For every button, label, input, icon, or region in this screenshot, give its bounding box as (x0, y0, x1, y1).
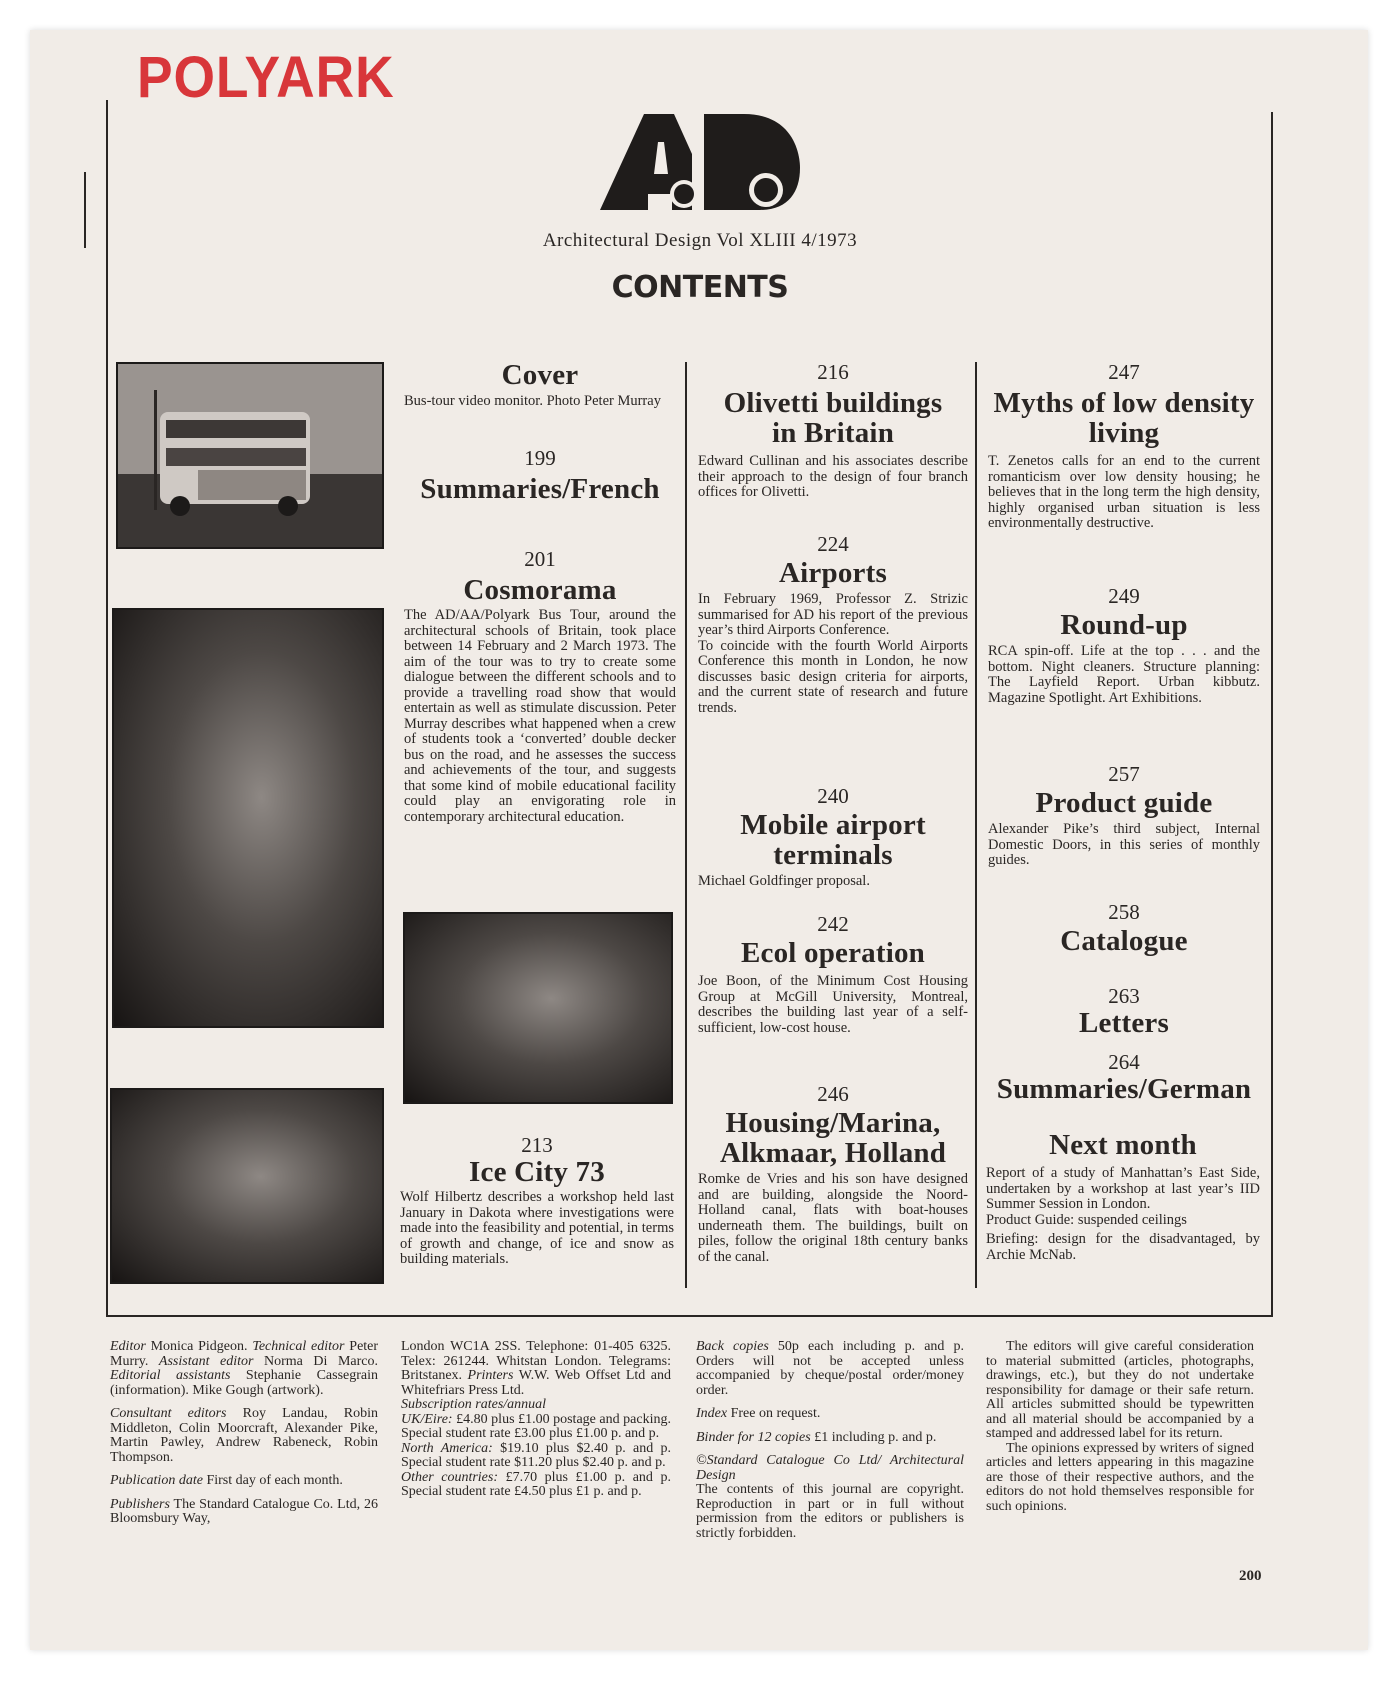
video-monitor-photo (403, 912, 673, 1104)
page-number: 199 (524, 446, 556, 470)
cosmorama-heading: Cosmorama (463, 574, 617, 606)
footer-editorial-notice (986, 1340, 1254, 1514)
value: £1 including p. and p. (814, 1429, 937, 1445)
bus-exterior-photo (116, 362, 384, 549)
value: £7.70 plus £1.00 p. and p. Special student rate £4.50 plus £1 p. and p. (401, 1469, 671, 1499)
summaries-french-heading: Summaries/French (420, 473, 660, 505)
value: The Standard Catalogue Co. Ltd, 26 Bloomsbury Way, (110, 1496, 379, 1526)
entry-cover (404, 360, 676, 410)
airports-text-2: To coincide with the fourth World Airports Conference this month in London, he now discusses basic design criteria for airports, and the current state of research and future trends. (698, 637, 968, 716)
olivetti-heading-line-1: Olivetti buildings (723, 387, 943, 419)
label: Technical editor (252, 1339, 345, 1354)
mobile-terminals-heading-line-2: terminals (773, 839, 893, 871)
product-guide-heading: Product guide (1035, 787, 1213, 819)
page-number: 249 (1108, 584, 1140, 608)
next-month-text-3: Briefing: design for the disadvantaged, by Archie McNab. (986, 1231, 1260, 1263)
cover-heading: Cover (501, 359, 579, 391)
roundup-heading: Round-up (1060, 609, 1188, 641)
airports-text-1: In February 1969, Professor Z. Strizic summarised for AD his report of the previous year’s third Airports Conference. (698, 591, 968, 638)
next-month-heading: Next month (1049, 1129, 1197, 1161)
value: Norma Di Marco. (264, 1353, 379, 1369)
page-number: 247 (1108, 360, 1140, 384)
value: Peter Murry. (110, 1339, 379, 1369)
olivetti-heading-line-2: in Britain (771, 417, 895, 449)
page-number: 264 (1108, 1050, 1140, 1074)
roundup-text: RCA spin-off. Life at the top . . . and the bottom. Night cleaners. Structure planning: The Layfield Report. Urban kibbutz. Magazine Spotlight. Art Exhibitions. (988, 643, 1260, 706)
page-number: 213 (521, 1133, 553, 1157)
masthead-line: Architectural Design Vol XLIII 4/1973 (542, 230, 858, 251)
entry-myths (988, 360, 1260, 532)
housing-heading-line-2: Alkmaar, Holland (719, 1137, 947, 1169)
mobile-terminals-text: Michael Goldfinger proposal. (698, 873, 870, 889)
entry-airports (698, 532, 968, 716)
value: Stephanie Cassegrain (information). Mike Gough (artwork). (110, 1368, 378, 1398)
label: Editorial assistants (110, 1368, 231, 1383)
myths-text: T. Zenetos calls for an end to the current romanticism over low density housing; he believes that in the long term the high density, highly organised urban situation is less environmentally destructive. (988, 453, 1260, 531)
page-number: 263 (1108, 984, 1140, 1008)
label: Index (696, 1406, 728, 1421)
page-folio: 200 (1239, 1568, 1262, 1584)
entry-product-guide (988, 762, 1260, 869)
entry-summaries-french (404, 446, 676, 504)
label: Other countries: (401, 1469, 498, 1485)
value: The opinions expressed by writers of signed articles and letters appearing in this magazine are those of their respective authors, and the editors do not hold themselves responsible for such opinions. (986, 1440, 1254, 1514)
value: The editors will give careful consideration to material submitted (articles, photographs, drawings, etc.), but they do not undertake responsibility for damage or their safe return. All articles submitted should be typewritten and all material should be accompanied by a stamped and addressed label for its return. (986, 1339, 1254, 1441)
value: 50p each including p. and p. Orders will not be accepted unless accompanied by cheque/postal order/money order. (696, 1339, 965, 1398)
label: ©Standard Catalogue Co Ltd/ Architectural Design (696, 1453, 964, 1483)
olivetti-text: Edward Cullinan and his associates describe their approach to the design of four branch offices for Olivetti. (698, 453, 968, 500)
column-rule-2 (975, 362, 977, 1288)
footer-editors (110, 1340, 378, 1536)
label: Editor (110, 1339, 146, 1354)
label: Back copies (696, 1339, 769, 1354)
label: UK/Eire: (401, 1411, 453, 1427)
entry-ice-city (400, 1133, 674, 1268)
summaries-german-heading: Summaries/German (996, 1073, 1252, 1105)
ice-city-text: Wolf Hilbertz describes a workshop held last January in Dakota where investigations were made into the feasibility and potential, in terms of growth and change, of ice and snow as building materials. (400, 1189, 674, 1267)
entry-ecol (698, 912, 968, 1036)
label: Publication date (110, 1473, 203, 1488)
label: North America: (401, 1440, 493, 1456)
bus-interior-photo (112, 608, 384, 1028)
entry-olivetti (698, 360, 968, 501)
bus-illustration (118, 364, 382, 547)
footer-rule (106, 1315, 1273, 1317)
housing-heading-line-1: Housing/Marina, (725, 1107, 941, 1139)
entry-housing (698, 1082, 968, 1265)
page-number: 246 (817, 1082, 849, 1106)
ad-logo (592, 112, 802, 212)
mobile-terminals-heading-line-1: Mobile airport (740, 809, 926, 841)
footer-orders (696, 1340, 964, 1550)
label: Printers (467, 1368, 514, 1383)
next-month-text-2: Product Guide: suspended ceilings (986, 1211, 1187, 1228)
value: The contents of this journal are copyright. Reproduction in part or in full without permission from the editors or publishers is strictly forbidden. (696, 1482, 964, 1541)
right-frame-rule (1271, 112, 1273, 1317)
value: Free on request. (730, 1406, 821, 1421)
polyark-stamp: POLYARK (137, 45, 395, 110)
contents-heading: CONTENTS (611, 270, 789, 305)
cosmorama-text: The AD/AA/Polyark Bus Tour, around the architectural schools of Britain, took place between 14 February and 2 March 1973. The aim of the tour was to try to create some dialogue between the different schools and to provide a travelling road show that would entertain as well as stimulate discussion. Peter Murray describes what happened when a crew of students took a ‘converted’ double decker bus on the road, and he assesses the success and achievements of the tour, and suggests that some kind of mobile educational facility could play an envigorating role in contemporary architectural education. (404, 607, 676, 825)
catalogue-heading: Catalogue (1060, 925, 1188, 957)
value: Monica Pidgeon. (150, 1339, 248, 1354)
presentation-room-photo (110, 1088, 384, 1284)
left-frame-rule (106, 100, 108, 1317)
value: London WC1A 2SS. Telephone: 01-405 6325. Telex: 261244. Whitstan London. Telegrams: Britstanex. (401, 1339, 671, 1383)
airports-heading: Airports (779, 557, 887, 589)
value: W.W. Web Offset Ltd and Whitefriars Press Ltd. (401, 1368, 671, 1398)
page-number: 257 (1108, 762, 1140, 786)
value: Roy Landau, Robin Middleton, Colin Moorcraft, Alexander Pike, Martin Pawley, Andrew Rabeneck, Robin Thompson. (110, 1406, 378, 1465)
myths-heading-line-2: living (1088, 417, 1160, 449)
housing-text: Romke de Vries and his son have designed and are building, alongside the Noord-Holland canal, flats with boat-houses underneath them. The buildings, built on piles, follow the original 18th century banks of the canal. (698, 1171, 968, 1265)
letters-heading: Letters (1079, 1007, 1169, 1039)
entry-next-month (986, 1130, 1260, 1263)
entry-catalogue (988, 900, 1260, 956)
page-number: 201 (524, 547, 556, 571)
value: £4.80 plus £1.00 postage and packing. Special student rate £3.00 plus £1.00 p. and p. (401, 1411, 671, 1441)
page-number: 224 (817, 532, 849, 556)
entry-roundup (988, 584, 1260, 706)
column-rule-1 (685, 362, 687, 1288)
label: Assistant editor (158, 1353, 254, 1369)
page-number: 216 (817, 360, 849, 384)
page-number: 258 (1108, 900, 1140, 924)
myths-heading-line-1: Myths of low density (993, 387, 1255, 419)
entry-letters (988, 984, 1260, 1038)
page-number: 242 (817, 912, 849, 936)
value: First day of each month. (206, 1473, 343, 1488)
cover-text: Bus-tour video monitor. Photo Peter Murray (404, 393, 661, 409)
entry-cosmorama (404, 547, 676, 825)
label: Binder for 12 copies (696, 1429, 811, 1445)
value: $19.10 plus $2.40 p. and p. Special student rate $11.20 plus $2.40 p. and p. (401, 1440, 672, 1470)
page-number: 240 (817, 784, 849, 808)
next-month-text-1: Report of a study of Manhattan’s East Side, undertaken by a workshop at last year’s IID Summer Session in London. (986, 1165, 1260, 1212)
ecol-text: Joe Boon, of the Minimum Cost Housing Group at McGill University, Montreal, describes the building last year of a self-sufficient, low-cost house. (698, 973, 968, 1036)
entry-mobile-terminals (698, 784, 968, 890)
label: Subscription rates/annual (401, 1397, 547, 1412)
footer-printing (401, 1340, 671, 1500)
ecol-heading: Ecol operation (740, 937, 926, 969)
margin-mark (84, 172, 86, 248)
product-guide-text: Alexander Pike’s third subject, Internal Domestic Doors, in this series of monthly guides. (988, 821, 1260, 868)
ice-city-heading: Ice City 73 (469, 1156, 605, 1188)
label: Consultant editors (110, 1406, 227, 1421)
label: Publishers (110, 1496, 170, 1512)
entry-summaries-german (988, 1050, 1260, 1104)
